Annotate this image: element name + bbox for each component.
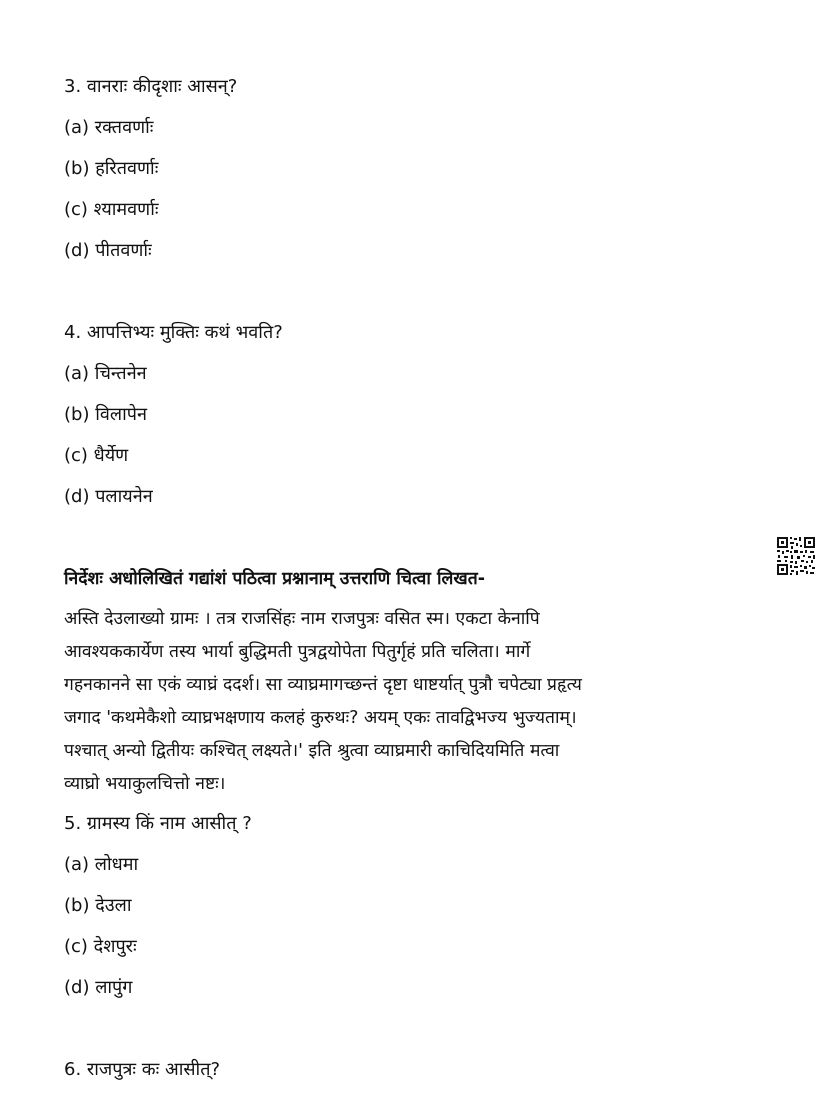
passage-line-4: जगाद 'कथमेकैशो व्याघ्रभक्षणाय कलहं कुरुथः? अयम् एकः तावद्विभज्य भुज्यताम्। [64, 708, 577, 728]
question-5: 5. ग्रामस्य किं नाम आसीत् ? [64, 813, 252, 834]
q4-option-c: (c) धैर्येण [64, 445, 129, 466]
passage-line-2: आवश्यककार्येण तस्य भार्या बुद्धिमती पुत्रद्वयोपेता पितुर्गृहं प्रति चलिता। मार्गे [64, 642, 531, 662]
passage-line-5: पश्चात् अन्यो द्वितीयः कश्चित् लक्ष्यते।' इति श्रुत्वा व्याघ्रमारी काचिदियमिति मत्वा [64, 741, 560, 761]
passage-instruction: निर्देशः अधोलिखितं गद्यांशं पठित्वा प्रश्नानाम् उत्तराणि चित्वा लिखत- [64, 569, 485, 589]
q4-option-a: (a) चिन्तनेन [64, 363, 147, 384]
q3-option-c: (c) श्यामवर्णाः [64, 199, 159, 220]
q3-option-a: (a) रक्तवर्णाः [64, 117, 154, 138]
passage-line-6: व्याघ्रो भयाकुलचित्तो नष्टः। [64, 774, 226, 794]
passage-line-1: अस्ति देउलाख्यो ग्रामः । तत्र राजसिंहः नाम राजपुत्रः वसित स्म। एकटा केनापि [64, 609, 540, 629]
q5-option-a: (a) लोधमा [64, 854, 139, 875]
question-6: 6. राजपुत्रः कः आसीत्? [64, 1059, 221, 1080]
q5-option-c: (c) देशपुरः [64, 936, 137, 957]
q3-option-d: (d) पीतवर्णाः [64, 240, 152, 261]
qr-code-icon [776, 536, 816, 576]
q3-option-b: (b) हरितवर्णाः [64, 158, 159, 179]
question-3: 3. वानराः कीदृशाः आसन्? [64, 76, 238, 97]
q5-option-d: (d) लापुंग [64, 977, 133, 998]
q5-option-b: (b) देउला [64, 895, 132, 916]
passage-line-3: गहनकानने सा एकं व्याघ्रं ददर्श। सा व्याघ्रमागच्छन्तं दृष्टा धाष्टर्यात् पुत्रौ चपेट्या प्रहृत्य [64, 675, 582, 695]
q4-option-b: (b) विलापेन [64, 404, 147, 425]
question-4: 4. आपत्तिभ्यः मुक्तिः कथं भवति? [64, 322, 283, 343]
q4-option-d: (d) पलायनेन [64, 486, 153, 507]
